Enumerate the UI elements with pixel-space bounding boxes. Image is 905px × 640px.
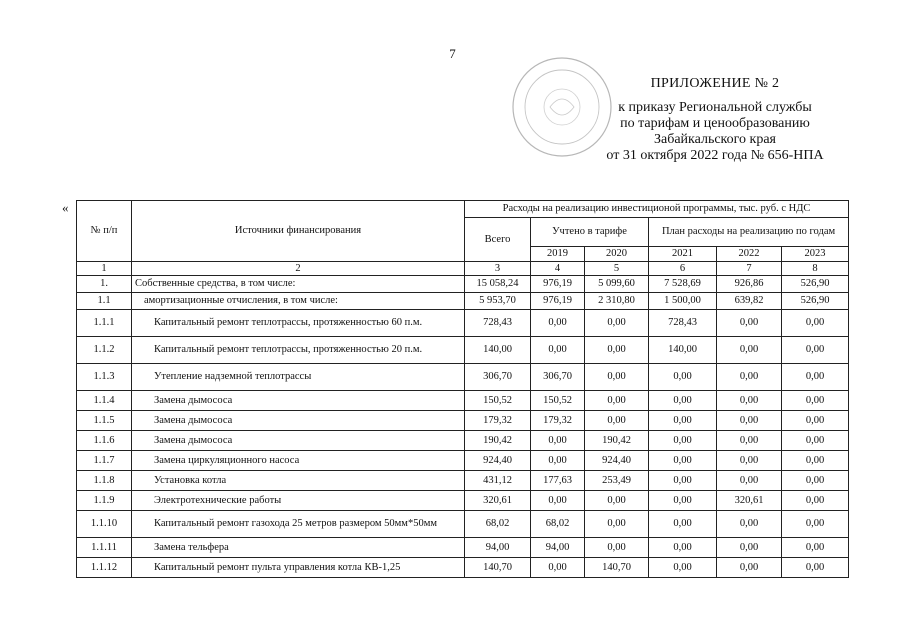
row-source-name: Замена дымососа	[132, 411, 465, 431]
header-total: Всего	[465, 218, 531, 262]
column-number: 7	[717, 262, 782, 276]
row-value-cell: 0,00	[717, 411, 782, 431]
row-source-name: Замена дымососа	[132, 391, 465, 411]
row-source-name: Утепление надземной теплотрассы	[132, 364, 465, 391]
row-number: 1.1	[77, 293, 132, 310]
row-number: 1.1.12	[77, 558, 132, 578]
row-source-name: Капитальный ремонт теплотрассы, протяженностью 20 п.м.	[132, 337, 465, 364]
row-value-cell: 0,00	[649, 491, 717, 511]
header-expenses: Расходы на реализацию инвестиционой программы, тыс. руб. с НДС	[465, 201, 849, 218]
row-value-cell: 0,00	[649, 391, 717, 411]
row-value-cell: 0,00	[531, 491, 585, 511]
table-row	[77, 538, 849, 558]
row-value-cell: 140,70	[465, 558, 531, 578]
column-number: 1	[77, 262, 132, 276]
row-source-name: Установка котла	[132, 471, 465, 491]
row-value-cell: 0,00	[782, 511, 849, 538]
table-row	[77, 391, 849, 411]
row-source-name: Замена дымососа	[132, 431, 465, 451]
row-value-cell: 1 500,00	[649, 293, 717, 310]
row-value-cell: 0,00	[782, 411, 849, 431]
table-row	[77, 364, 849, 391]
row-source-name: Электротехнические работы	[132, 491, 465, 511]
row-value-cell: 0,00	[717, 511, 782, 538]
table-row	[77, 431, 849, 451]
row-value-cell: 0,00	[782, 538, 849, 558]
row-value-cell: 320,61	[717, 491, 782, 511]
row-number: 1.1.4	[77, 391, 132, 411]
row-source-name: амортизационные отчисления, в том числе:	[132, 293, 465, 310]
row-value-cell: 976,19	[531, 293, 585, 310]
row-value-cell: 0,00	[717, 310, 782, 337]
header-year: 2019	[531, 247, 585, 262]
row-value-cell: 526,90	[782, 276, 849, 293]
header-plan: План расходы на реализацию по годам	[649, 218, 849, 247]
row-value-cell: 728,43	[465, 310, 531, 337]
row-value-cell: 0,00	[717, 451, 782, 471]
row-value-cell: 190,42	[465, 431, 531, 451]
row-number: 1.1.3	[77, 364, 132, 391]
table-row	[77, 310, 849, 337]
row-value-cell: 0,00	[531, 558, 585, 578]
row-value-cell: 0,00	[585, 411, 649, 431]
row-number: 1.1.5	[77, 411, 132, 431]
row-value-cell: 306,70	[531, 364, 585, 391]
row-number: 1.1.8	[77, 471, 132, 491]
row-source-name: Собственные средства, в том числе:	[132, 276, 465, 293]
row-value-cell: 179,32	[531, 411, 585, 431]
header-source: Источники финансирования	[132, 201, 465, 262]
row-value-cell: 140,00	[465, 337, 531, 364]
row-value-cell: 0,00	[717, 558, 782, 578]
row-value-cell: 0,00	[531, 310, 585, 337]
row-value-cell: 0,00	[649, 364, 717, 391]
column-number: 3	[465, 262, 531, 276]
row-value-cell: 0,00	[782, 310, 849, 337]
page-number: 7	[449, 46, 456, 61]
table-row	[77, 276, 849, 293]
row-value-cell: 976,19	[531, 276, 585, 293]
row-value-cell: 0,00	[782, 451, 849, 471]
row-value-cell: 0,00	[531, 431, 585, 451]
row-value-cell: 0,00	[717, 538, 782, 558]
column-number: 4	[531, 262, 585, 276]
row-value-cell: 5 099,60	[585, 276, 649, 293]
row-number: 1.1.2	[77, 337, 132, 364]
table-row	[77, 558, 849, 578]
appendix-line: Забайкальского края	[653, 132, 776, 147]
row-value-cell: 0,00	[782, 491, 849, 511]
appendix-title: ПРИЛОЖЕНИЕ № 2	[650, 76, 780, 91]
row-value-cell: 0,00	[649, 558, 717, 578]
row-value-cell: 150,52	[531, 391, 585, 411]
column-number: 5	[585, 262, 649, 276]
column-number: 6	[649, 262, 717, 276]
row-value-cell: 68,02	[465, 511, 531, 538]
row-value-cell: 0,00	[649, 431, 717, 451]
header-year: 2021	[649, 247, 717, 262]
row-value-cell: 0,00	[717, 471, 782, 491]
row-number: 1.1.10	[77, 511, 132, 538]
row-value-cell: 7 528,69	[649, 276, 717, 293]
row-value-cell: 926,86	[717, 276, 782, 293]
row-value-cell: 0,00	[585, 538, 649, 558]
row-value-cell: 0,00	[717, 431, 782, 451]
row-value-cell: 94,00	[465, 538, 531, 558]
row-value-cell: 0,00	[782, 471, 849, 491]
row-value-cell: 0,00	[717, 364, 782, 391]
row-value-cell: 0,00	[649, 451, 717, 471]
row-value-cell: 0,00	[531, 337, 585, 364]
table-row	[77, 337, 849, 364]
row-value-cell: 0,00	[585, 491, 649, 511]
appendix-line: от 31 октября 2022 года № 656-НПА	[606, 148, 824, 163]
row-value-cell: 924,40	[465, 451, 531, 471]
row-value-cell: 190,42	[585, 431, 649, 451]
appendix-header	[560, 76, 870, 164]
row-value-cell: 0,00	[649, 511, 717, 538]
row-value-cell: 150,52	[465, 391, 531, 411]
header-year: 2022	[717, 247, 782, 262]
row-value-cell: 639,82	[717, 293, 782, 310]
row-value-cell: 431,12	[465, 471, 531, 491]
financing-table	[76, 200, 849, 578]
appendix-line: к приказу Региональной службы	[618, 100, 812, 115]
row-value-cell: 2 310,80	[585, 293, 649, 310]
row-source-name: Замена циркуляционного насоса	[132, 451, 465, 471]
row-value-cell: 0,00	[649, 471, 717, 491]
row-number: 1.1.7	[77, 451, 132, 471]
row-value-cell: 68,02	[531, 511, 585, 538]
row-number: 1.1.6	[77, 431, 132, 451]
row-value-cell: 140,00	[649, 337, 717, 364]
table-row	[77, 411, 849, 431]
row-value-cell: 15 058,24	[465, 276, 531, 293]
row-value-cell: 177,63	[531, 471, 585, 491]
row-value-cell: 0,00	[717, 391, 782, 411]
row-value-cell: 0,00	[531, 451, 585, 471]
opening-quote: «	[62, 200, 69, 215]
row-value-cell: 0,00	[782, 431, 849, 451]
row-source-name: Замена тельфера	[132, 538, 465, 558]
table-row	[77, 511, 849, 538]
row-source-name: Капитальный ремонт газохода 25 метров размером 50мм*50мм	[132, 511, 465, 538]
table-row	[77, 471, 849, 491]
row-number: 1.1.9	[77, 491, 132, 511]
row-value-cell: 94,00	[531, 538, 585, 558]
column-number: 2	[132, 262, 465, 276]
row-value-cell: 0,00	[585, 337, 649, 364]
header-year: 2020	[585, 247, 649, 262]
row-number: 1.1.1	[77, 310, 132, 337]
column-number: 8	[782, 262, 849, 276]
table-row	[77, 451, 849, 471]
header-accounted: Учтено в тарифе	[531, 218, 649, 247]
row-value-cell: 0,00	[649, 411, 717, 431]
row-number: 1.	[77, 276, 132, 293]
row-source-name: Капитальный ремонт пульта управления котла КВ-1,25	[132, 558, 465, 578]
row-value-cell: 0,00	[782, 391, 849, 411]
row-value-cell: 0,00	[585, 364, 649, 391]
row-value-cell: 253,49	[585, 471, 649, 491]
header-year: 2023	[782, 247, 849, 262]
row-value-cell: 179,32	[465, 411, 531, 431]
row-value-cell: 0,00	[717, 337, 782, 364]
row-value-cell: 0,00	[585, 310, 649, 337]
row-value-cell: 5 953,70	[465, 293, 531, 310]
row-source-name: Капитальный ремонт теплотрассы, протяженностью 60 п.м.	[132, 310, 465, 337]
table-row	[77, 293, 849, 310]
row-value-cell: 924,40	[585, 451, 649, 471]
table-row	[77, 491, 849, 511]
row-value-cell: 0,00	[782, 558, 849, 578]
row-value-cell: 0,00	[649, 538, 717, 558]
row-value-cell: 306,70	[465, 364, 531, 391]
row-value-cell: 320,61	[465, 491, 531, 511]
row-value-cell: 140,70	[585, 558, 649, 578]
row-value-cell: 526,90	[782, 293, 849, 310]
appendix-line: по тарифам и ценообразованию	[620, 116, 810, 131]
row-number: 1.1.11	[77, 538, 132, 558]
row-value-cell: 0,00	[585, 511, 649, 538]
row-value-cell: 0,00	[585, 391, 649, 411]
row-value-cell: 0,00	[782, 364, 849, 391]
row-value-cell: 0,00	[782, 337, 849, 364]
header-num: № п/п	[77, 201, 132, 262]
row-value-cell: 728,43	[649, 310, 717, 337]
